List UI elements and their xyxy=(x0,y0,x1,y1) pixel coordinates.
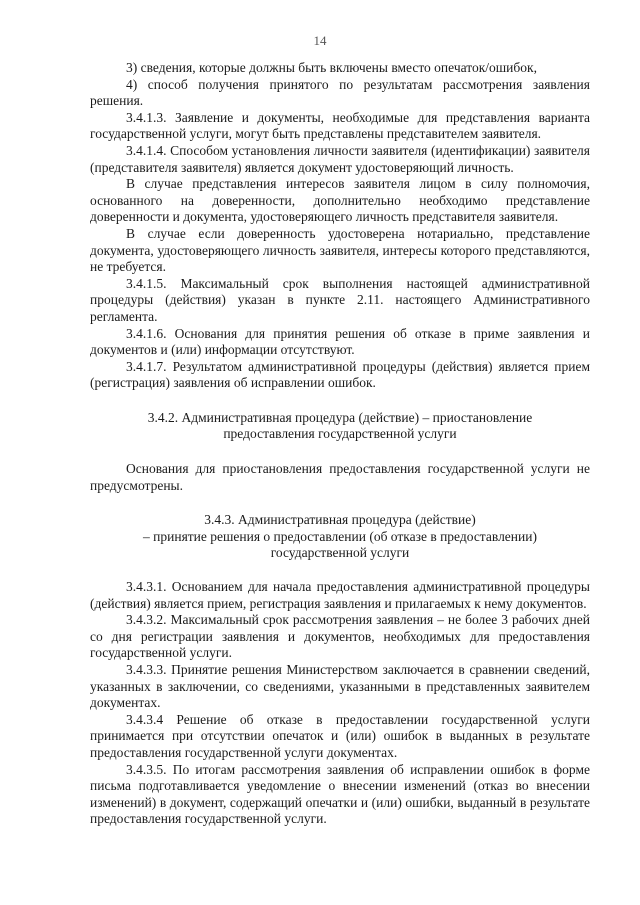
paragraph-notarized: В случае если доверенность удостоверена нотариально, представление документа, удостоверяющего личность заявителя, интересы которого представляются, не требуется. xyxy=(90,225,590,275)
document-body xyxy=(90,60,590,828)
paragraph-3-4-3-1: 3.4.3.1. Основанием для начала предоставления административной процедуры (действия) является прием, регистрация заявления и прилагаемых к нему документов. xyxy=(90,579,590,611)
paragraph-item-3: 3) сведения, которые должны быть включены вместо опечаток/ошибок, xyxy=(126,60,537,75)
paragraph-3-4-3-5: 3.4.3.5. По итогам рассмотрения заявления об исправлении ошибок в форме письма подготавливается уведомление о внесении изменений (отказ во внесении изменений) в документ, содержащий опечатки и (или) ошибки, выданный в результате предоставления государственной услуги. xyxy=(90,761,590,827)
paragraph-3-4-3-4: 3.4.3.4 Решение об отказе в предоставлении государственной услуги принимается при отсутствии опечаток и (или) ошибок в выданных в результате предоставления государственной услуги документах. xyxy=(90,711,590,760)
paragraph-item-4: 4) способ получения принятого по результатам рассмотрения заявления решения. xyxy=(90,76,590,109)
paragraph-3-4-1-7: 3.4.1.7. Результатом административной процедуры (действия) является прием (регистрация) заявления об исправлении ошибок. xyxy=(90,358,590,391)
heading-3-4-3-line2: – принятие решения о предоставлении (об отказе в предоставлении) xyxy=(143,528,537,544)
paragraph-3-4-1-3: 3.4.1.3. Заявление и документы, необходимые для представления варианта государственной услуги, могут быть представлены представителем заявителя. xyxy=(90,109,590,142)
paragraph-3-4-1-5: 3.4.1.5. Максимальный срок выполнения настоящей административной процедуры (действия) указан в пункте 2.11. настоящего Административного регламента. xyxy=(90,275,590,324)
paragraph-3-4-1-6: 3.4.1.6. Основания для принятия решения об отказе в приме заявления и документов и (или) информации отсутствуют. xyxy=(90,325,590,358)
paragraph-representative: В случае представления интересов заявителя лицом в силу полномочия, основанного на доверенности, дополнительно необходимо представление доверенности и документа, удостоверяющего личность представителя заявителя. xyxy=(90,176,590,225)
paragraph-3-4-2: Основания для приостановления предоставления государственной услуги не предусмотрены. xyxy=(90,461,590,493)
heading-3-4-2-line2: предоставления государственной услуги xyxy=(223,426,457,442)
heading-3-4-3-line3: государственной услуги xyxy=(270,545,410,561)
heading-3-4-3-line1: 3.4.3. Административная процедура (действие) xyxy=(204,512,476,528)
paragraph-3-4-3-3: 3.4.3.3. Принятие решения Министерством заключается в сравнении сведений, указанных в заключении, со сведениями, указанными в представленных заявителем документах. xyxy=(90,662,590,711)
heading-3-4-2-line1: 3.4.2. Административная процедура (действие) – приостановление xyxy=(147,409,533,425)
paragraph-3-4-3-2: 3.4.3.2. Максимальный срок рассмотрения заявления – не более 3 рабочих дней со дня регистрации заявления и документов, необходимых для предоставления государственной услуги. xyxy=(90,612,590,661)
page-number: 14 xyxy=(313,33,327,48)
paragraph-3-4-1-4: 3.4.1.4. Способом установления личности заявителя (идентификации) заявителя (представителя заявителя) является документ удостоверяющий личность. xyxy=(90,142,590,175)
